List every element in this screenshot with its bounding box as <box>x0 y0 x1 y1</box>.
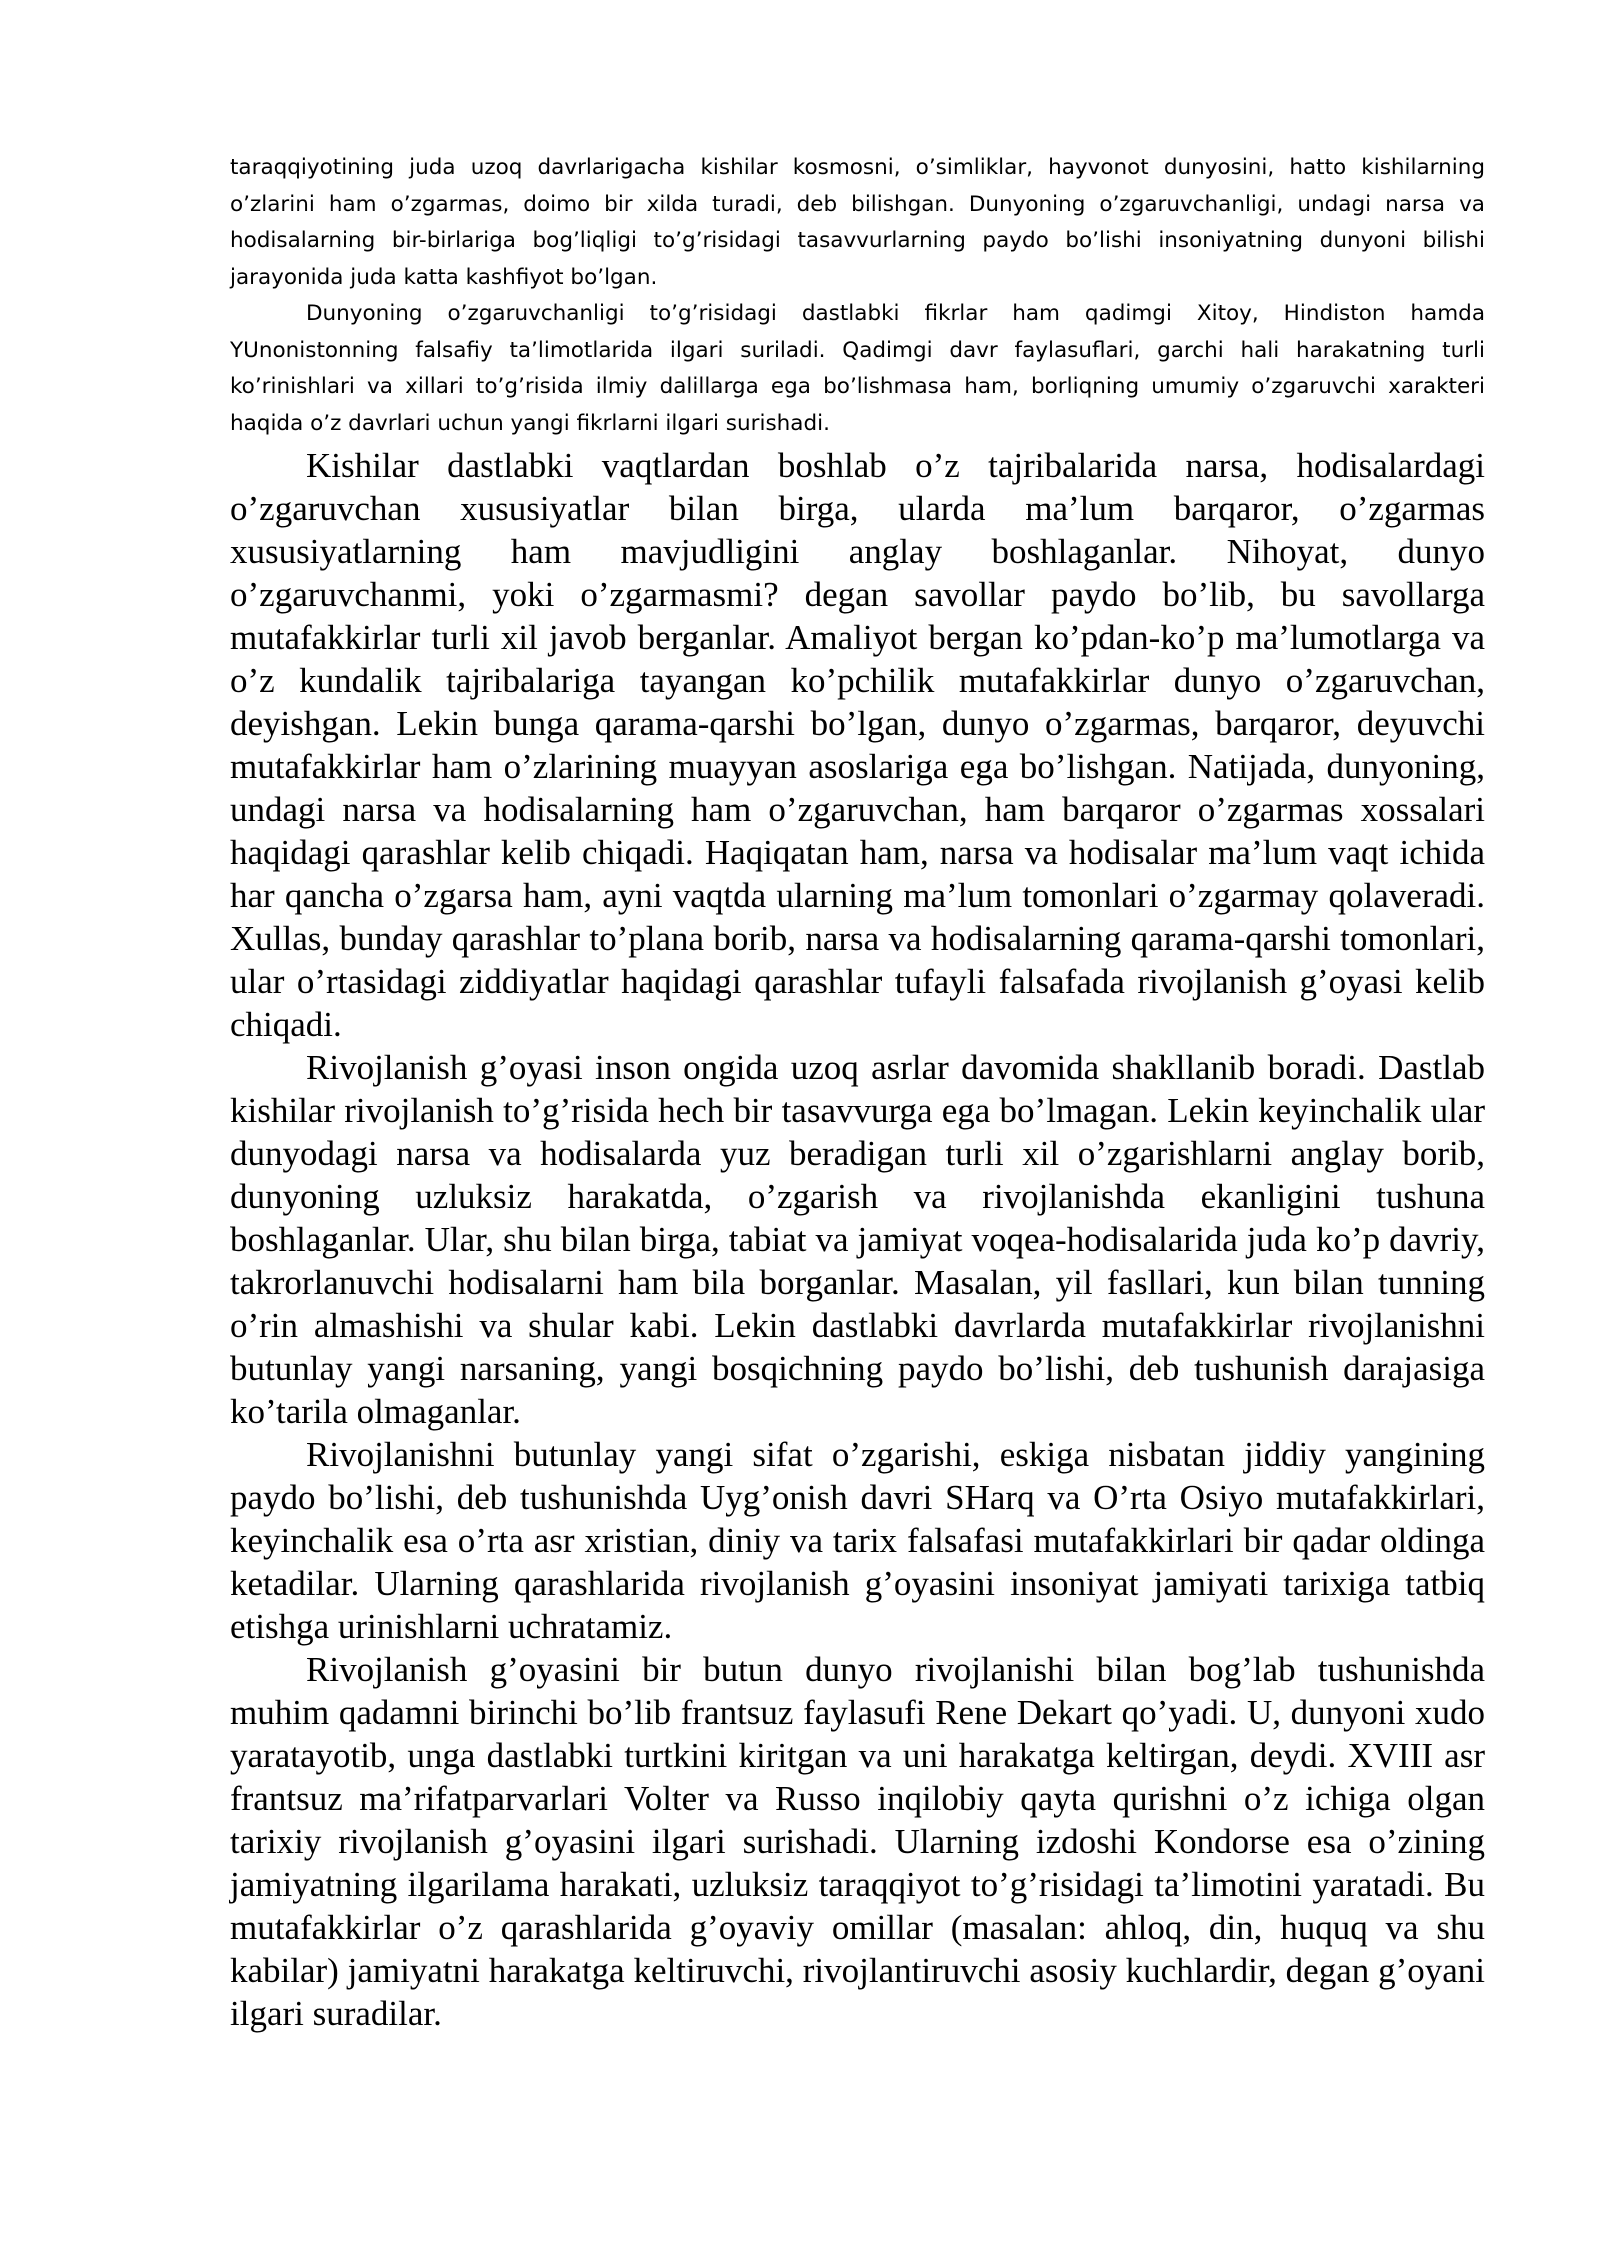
paragraph-new-quality: Rivojlanishni butunlay yangi sifat o’zgarishi, eskiga nisbatan jiddiy yangining paydo bo’lishi, deb tushunishda Uyg’onish davri SHarq va O’rta Osiyo mutafakkirlari, keyinchalik esa o’rta asr xristian, diniy va tarix falsafasi mutafakkirlari bir qadar oldinga ketadilar. Ularning qarashlarida rivojlanish g’oyasini insoniyat jamiyati tarixiga tatbiq etishga urinishlarni uchratamiz. <box>230 1435 1485 1646</box>
paragraph-ancient-philosophy: Dunyoning o’zgaruvchanligi to’g’risidagi dastlabki fikrlar ham qadimgi Xitoy, Hindiston hamda YUnonistonning falsafiy ta’limotlarida ilgari suriladi. Qadimgi davr faylasuflari, garchi hali harakatning turli ko’rinishlari va xillari to’g’risida ilmiy dalillarga ega bo’lishmasa ham, borliqning umumiy o’zgaruvchi xarakteri haqida o’z davrlari uchun yangi fikrlarni ilgari surishadi. <box>230 301 1485 436</box>
paragraph-dekart: Rivojlanish g’oyasini bir butun dunyo rivojlanishi bilan bog’lab tushunishda muhim qadamni birinchi bo’lib frantsuz faylasufi Rene Dekart qo’yadi. U, dunyoni xudo yaratayotib, unga dastlabki turtkini kiritgan va uni harakatga keltirgan, deydi. XVIII asr frantsuz ma’rifatparvarlari Volter va Russo inqilobiy qayta qurishni o’z ichiga olgan tarixiy rivojlanish g’oyasini ilgari surishadi. Ularning izdoshi Kondorse esa o’zining jamiyatning ilgarilama harakati, uzluksiz taraqqiyot to’g’risidagi ta’limotini yaratadi. Bu mutafakkirlar o’z qarashlarida g’oyaviy omillar (masalan: ahloq, din, huquq va shu kabilar) jamiyatni harakatga keltiruvchi, rivojlantiruvchi asosiy kuchlardir, degan g’oyani ilgari suradilar. <box>230 1650 1485 2033</box>
paragraph-development-idea: Rivojlanish g’oyasi inson ongida uzoq asrlar davomida shakllanib boradi. Dastlab kishilar rivojlanish to’g’risida hech bir tasavvurga ega bo’lmagan. Lekin keyinchalik ular dunyodagi narsa va hodisalarda yuz beradigan turli xil o’zgarishlarni anglay borib, dunyoning uzluksiz harakatda, o’zgarish va rivojlanishda ekanligini tushuna boshlaganlar. Ular, shu bilan birga, tabiat va jamiyat voqea-hodisalarida juda ko’p davriy, takrorlanuvchi hodisalarni ham bila borganlar. Masalan, yil fasllari, kun bilan tunning o’rin almashishi va shular kabi. Lekin dastlabki davrlarda mutafakkirlar rivojlanishni butunlay yangi narsaning, yangi bosqichning paydo bo’lishi, deb tushunish darajasiga ko’tarila olmaganlar. <box>230 1048 1485 1431</box>
paragraph-changeability: Kishilar dastlabki vaqtlardan boshlab o’z tajribalarida narsa, hodisalardagi o’zgaruvchan xususiyatlar bilan birga, ularda ma’lum barqaror, o’zgarmas xususiyatlarning ham mavjudligini anglay boshlaganlar. Nihoyat, dunyo o’zgaruvchanmi, yoki o’zgarmasmi? degan savollar paydo bo’lib, bu savollarga mutafakkirlar turli xil javob berganlar. Amaliyot bergan ko’pdan-ko’p ma’lumotlarga va o’z kundalik tajribalariga tayangan ko’pchilik mutafakkirlar dunyo o’zgaruvchan, deyishgan. Lekin bunga qarama-qarshi bo’lgan, dunyo o’zgarmas, barqaror, deyuvchi mutafakkirlar ham o’zlarining muayyan asoslariga ega bo’lishgan. Natijada, dunyoning, undagi narsa va hodisalarning ham o’zgaruvchan, ham barqaror o’zgarmas xossalari haqidagi qarashlar kelib chiqadi. Haqiqatan ham, narsa va hodisalar ma’lum vaqt ichida har qancha o’zgarsa ham, ayni vaqtda ularning ma’lum tomonlari o’zgarmay qolaveradi. Xullas, bunday qarashlar to’plana borib, narsa va hodisalarning qarama-qarshi tomonlari, ular o’rtasidagi ziddiyatlar haqidagi qarashlar tufayli falsafada rivojlanish g’oyasi kelib chiqadi. <box>230 446 1485 1044</box>
paragraph-continuation: taraqqiyotining juda uzoq davrlarigacha kishilar kosmosni, o’simliklar, hayvonot dunyosini, hatto kishilarning o’zlarini ham o’zgarmas, doimo bir xilda turadi, deb bilishgan. Dunyoning o’zgaruvchanligi, undagi narsa va hodisalarning bir-birlariga bog’liqligi to’g’risidagi tasavvurlarning paydo bo’lishi insoniyatning dunyoni bilishi jarayonida juda katta kashfiyot bo’lgan. <box>230 155 1485 290</box>
document-page <box>230 150 1485 2035</box>
